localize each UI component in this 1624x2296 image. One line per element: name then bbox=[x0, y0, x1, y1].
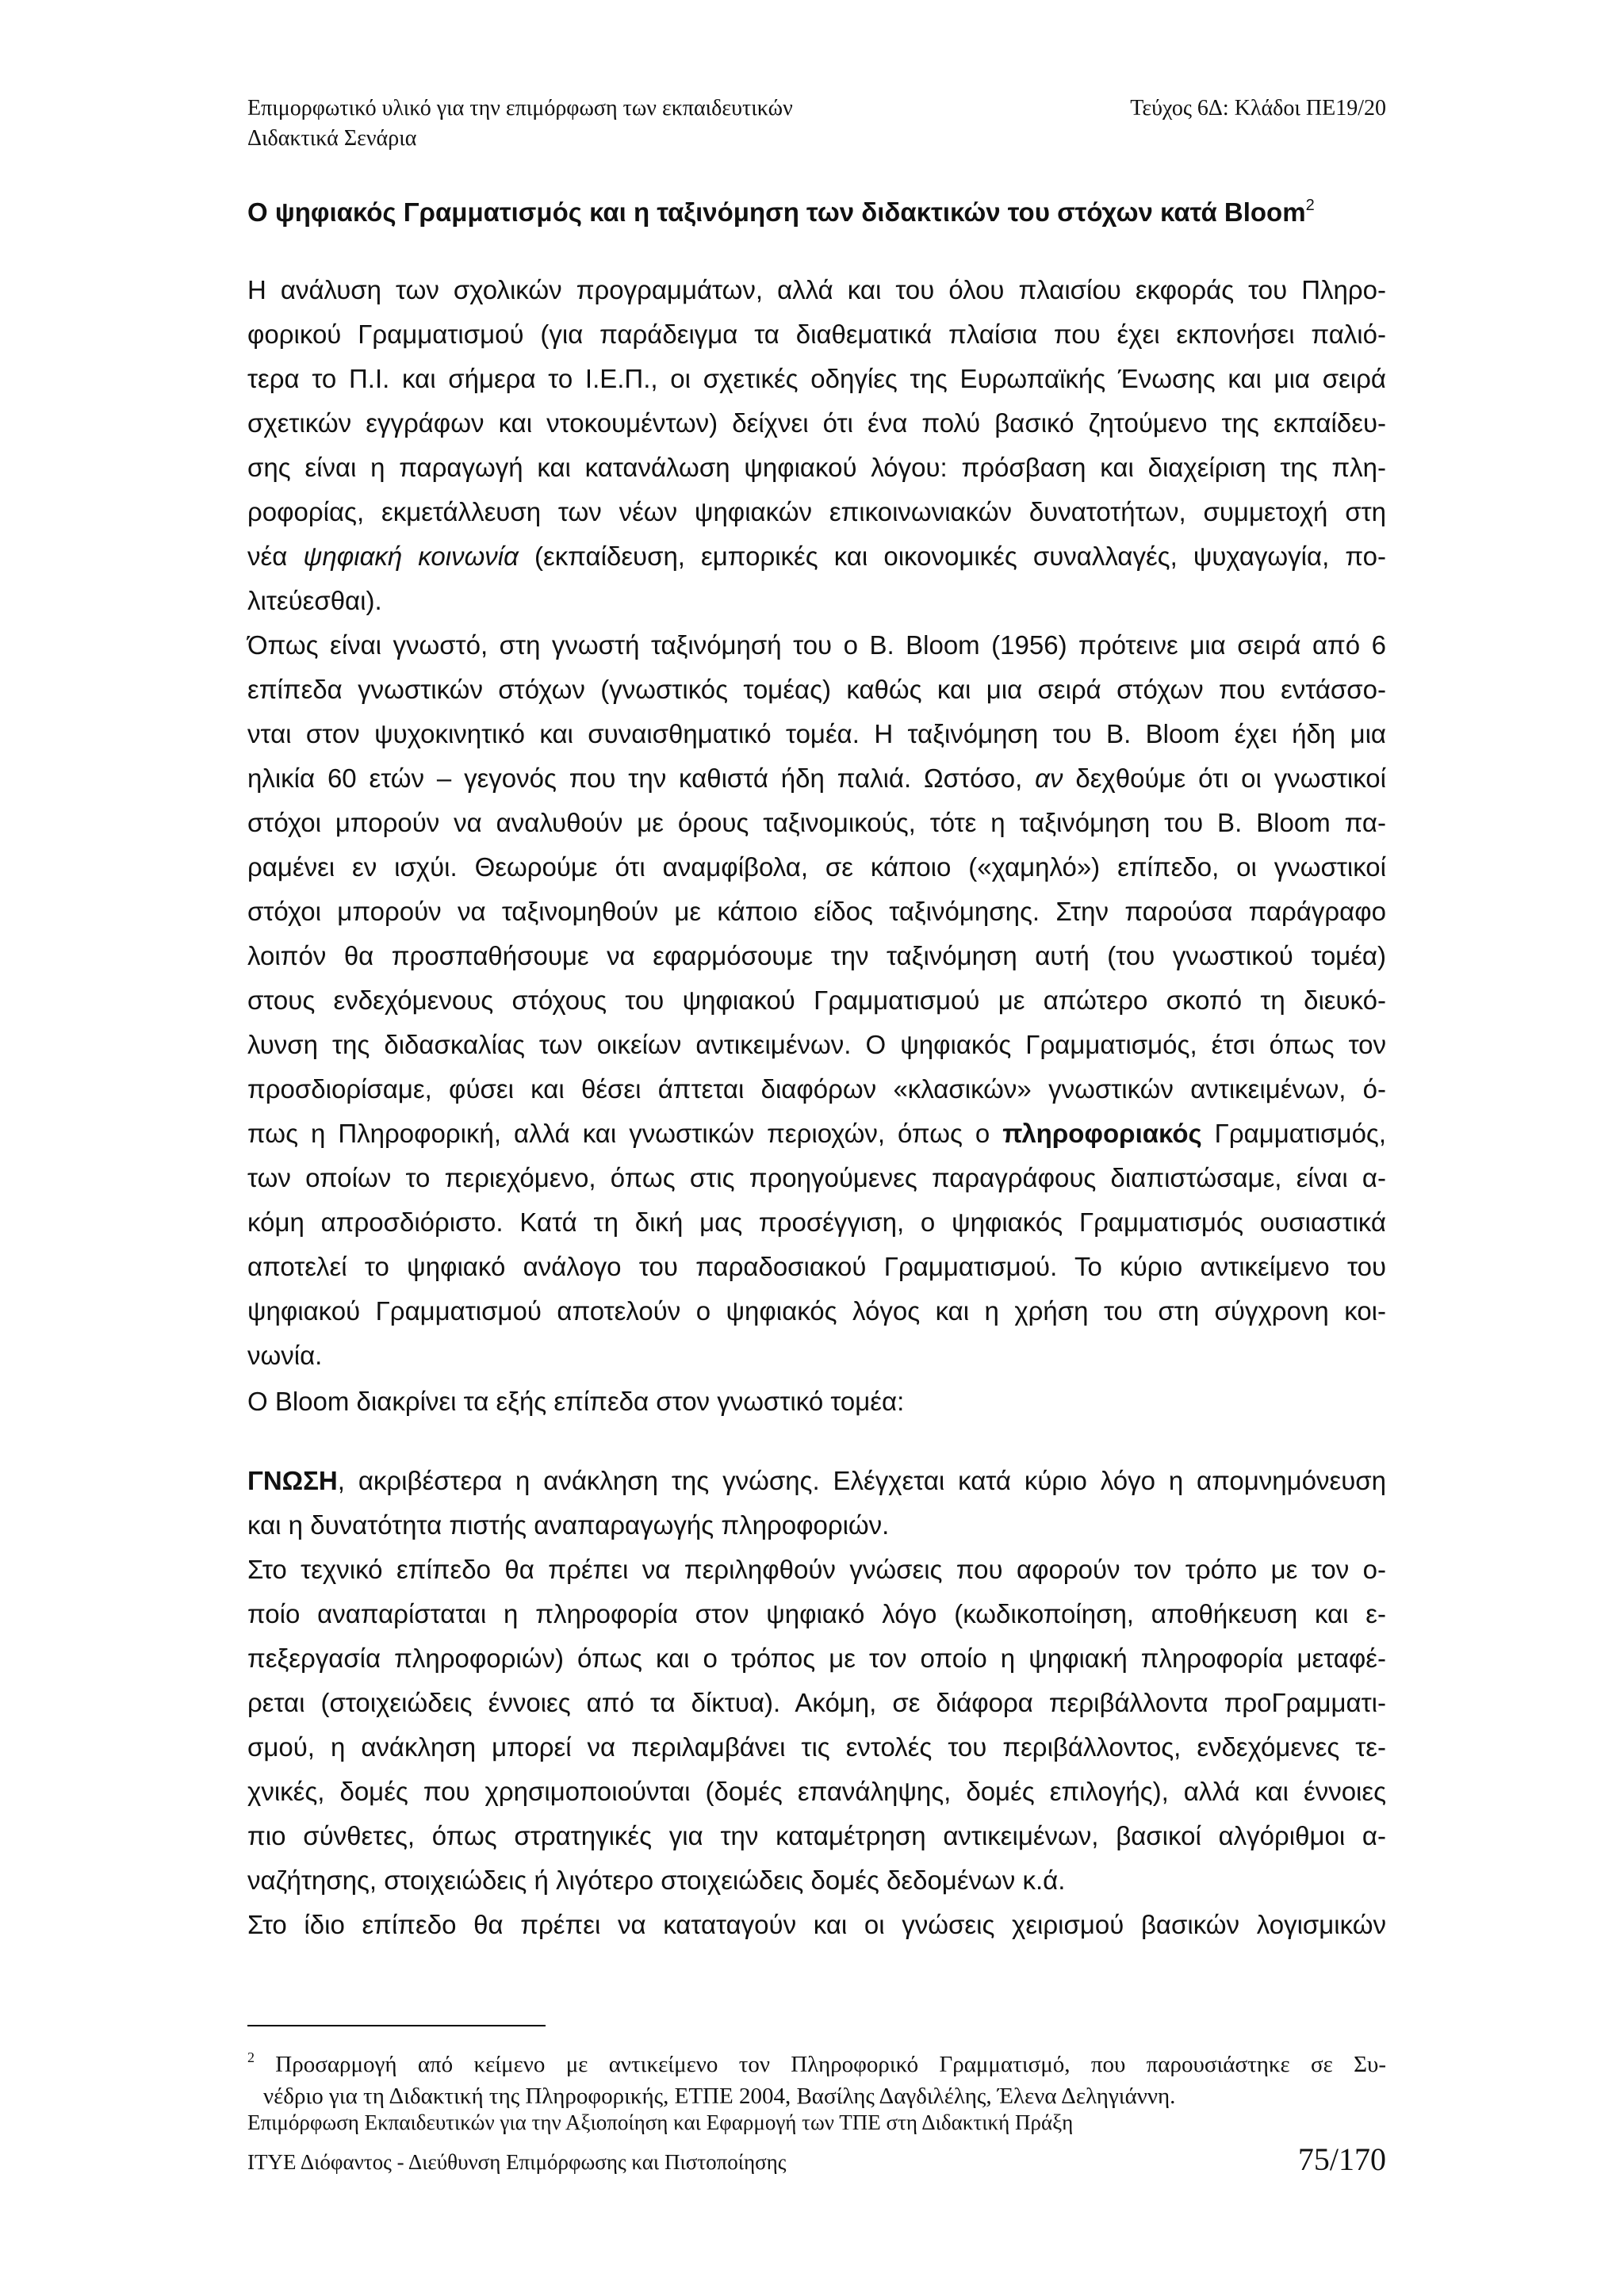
header-series-title: Επιμορφωτικό υλικό για την επιμόρφωση των εκπαιδευτικών bbox=[247, 96, 793, 121]
paragraph-knowledge-level bbox=[247, 1459, 1386, 1947]
text-segment: Γραμματισμός, bbox=[1201, 1119, 1386, 1148]
text-line: χνικές, δομές που χρησιμοποιούνται (δομές επανάληψης, δομές επιλογής), αλλά και έννοιες bbox=[247, 1777, 1386, 1806]
italic-term: αν bbox=[1035, 763, 1063, 793]
paragraph-levels-intro bbox=[247, 1380, 1386, 1424]
text-segment: ηλικία 60 ετών – γεγονός που την καθιστά ήδη παλιά. Ωστόσο, bbox=[247, 763, 1036, 793]
text-line: νωνία. bbox=[247, 1341, 323, 1370]
page-number: 75/170 bbox=[1297, 2141, 1386, 2177]
header-subtitle: Διδακτικά Σενάρια bbox=[247, 126, 417, 151]
footnote bbox=[247, 2042, 1386, 2112]
text-line: λοιπόν θα προσπαθήσουμε να εφαρμόσουμε την ταξινόμηση αυτή (του γνωστικού τομέα) bbox=[247, 941, 1386, 970]
footnote-line bbox=[247, 2042, 1386, 2080]
text-line: και η δυνατότητα πιστής αναπαραγωγής πληροφοριών. bbox=[247, 1510, 890, 1540]
footer-organization: ΙΤΥΕ Διόφαντος - Διεύθυνση Επιμόρφωσης και Πιστοποίησης bbox=[247, 2150, 787, 2174]
text-line: Στο ίδιο επίπεδο θα πρέπει να καταταγούν και οι γνώσεις χειρισμού βασικών λογισμικών bbox=[247, 1910, 1386, 1939]
paragraph-bloom-taxonomy bbox=[247, 623, 1386, 1378]
bold-term: ΓΝΩΣΗ bbox=[247, 1466, 338, 1495]
text-line: Όπως είναι γνωστό, στη γνωστή ταξινόμησή του ο B. Bloom (1956) πρότεινε μια σειρά από 6 bbox=[247, 630, 1386, 660]
text-line: ποίο αναπαρίσταται η πληροφορία στον ψηφιακό λόγο (κωδικοποίηση, αποθήκευση και ε- bbox=[247, 1599, 1386, 1628]
text-line: ψηφιακού Γραμματισμού αποτελούν ο ψηφιακός λόγος και η χρήση του στη σύγχρονη κοι- bbox=[247, 1296, 1386, 1326]
text-line: λυνση της διδασκαλίας των οικείων αντικειμένων. Ο ψηφιακός Γραμματισμός, έτσι όπως τον bbox=[247, 1030, 1386, 1059]
text-line: Στο τεχνικό επίπεδο θα πρέπει να περιληφθούν γνώσεις που αφορούν τον τρόπο με τον ο- bbox=[247, 1555, 1386, 1584]
text-line: νται στον ψυχοκινητικό και συναισθηματικό τομέα. Η ταξινόμηση του B. Bloom έχει ήδη μια bbox=[247, 719, 1386, 748]
text-line: σχετικών εγγράφων και ντοκουμέντων) δείχνει ότι ένα πολύ βασικό ζητούμενο της εκπαίδευ- bbox=[247, 408, 1386, 438]
text-segment: (εκπαίδευση, εμπορικές και οικονομικές συναλλαγές, ψυχαγωγία, πο- bbox=[518, 541, 1386, 571]
text-line: ραμένει εν ισχύι. Θεωρούμε ότι αναμφίβολα, σε κάποιο («χαμηλό») επίπεδο, οι γνωστικοί bbox=[247, 852, 1386, 882]
text-segment: , ακριβέστερα η ανάκληση της γνώσης. Ελέγχεται κατά κύριο λόγο η απομνημόνευση bbox=[337, 1466, 1386, 1495]
footnote-ref: 2 bbox=[1305, 197, 1315, 214]
text-line: Ο Bloom διακρίνει τα εξής επίπεδα στον γνωστικό τομέα: bbox=[247, 1387, 905, 1416]
text-line: σης είναι η παραγωγή και κατανάλωση ψηφιακού λόγου: πρόσβαση και διαχείριση της πλη- bbox=[247, 453, 1386, 482]
section-title-text: Ο ψηφιακός Γραμματισμός και η ταξινόμηση των διδακτικών του στόχων κατά Bloom bbox=[247, 197, 1306, 227]
text-segment: δεχθούμε ότι οι γνωστικοί bbox=[1063, 763, 1386, 793]
text-line: ναζήτησης, στοιχειώδεις ή λιγότερο στοιχειώδεις δομές δεδομένων κ.ά. bbox=[247, 1866, 1066, 1895]
text-line: ροφορίας, εκμετάλλευση των νέων ψηφιακών επικοινωνιακών δυνατοτήτων, συμμετοχή στη bbox=[247, 497, 1386, 526]
header-volume: Τεύχος 6Δ: Κλάδοι ΠΕ19/20 bbox=[1130, 96, 1386, 121]
text-line: Η ανάλυση των σχολικών προγραμμάτων, αλλά και του όλου πλαισίου εκφοράς του Πληρο- bbox=[247, 275, 1386, 304]
text-line: κόμη απροσδιόριστο. Κατά τη δική μας προσέγγιση, ο ψηφιακός Γραμματισμός ουσιαστικά bbox=[247, 1207, 1386, 1237]
text-line: στόχοι μπορούν να αναλυθούν με όρους ταξινομικούς, τότε η ταξινόμηση του B. Bloom πα- bbox=[247, 808, 1386, 837]
text-line: των οποίων το περιεχόμενο, όπως στις προηγούμενες παραγράφους διαπιστώσαμε, είναι α- bbox=[247, 1163, 1386, 1192]
text-segment: πως η Πληροφορική, αλλά και γνωστικών περιοχών, όπως ο bbox=[247, 1119, 1003, 1148]
text-line: λιτεύεσθαι). bbox=[247, 586, 382, 615]
text-line: πεξεργασία πληροφοριών) όπως και ο τρόπος με τον οποίο η ψηφιακή πληροφορία μεταφέ- bbox=[247, 1644, 1386, 1673]
text-line: επίπεδα γνωστικών στόχων (γνωστικός τομέας) καθώς και μια σειρά στόχων που εντάσσο- bbox=[247, 675, 1386, 704]
text-line: τερα το Π.Ι. και σήμερα το Ι.Ε.Π., οι σχετικές οδηγίες της Ευρωπαϊκής Ένωσης και μια σειρά bbox=[247, 364, 1386, 393]
footnote-divider bbox=[247, 2025, 546, 2026]
footer-line-2 bbox=[247, 2141, 1386, 2177]
text-segment: Προσαρμογή από κείμενο με αντικείμενο τον Πληροφορικό Γραμματισμό, που παρουσιάστηκε σε Συ- bbox=[255, 2052, 1386, 2077]
text-segment: νέα bbox=[247, 541, 304, 571]
footer-line-1: Επιμόρφωση Εκπαιδευτικών για την Αξιοποίηση και Εφαρμογή των ΤΠΕ στη Διδακτική Πράξη bbox=[247, 2110, 1074, 2134]
text-line: προσδιορίσαμε, φύσει και θέσει άπτεται διαφόρων «κλασικών» γνωστικών αντικειμένων, ό- bbox=[247, 1074, 1386, 1104]
bold-term: πληροφοριακός bbox=[1002, 1119, 1202, 1148]
section-title bbox=[247, 197, 1315, 228]
text-line bbox=[247, 534, 1386, 579]
text-line: στόχοι μπορούν να ταξινομηθούν με κάποιο είδος ταξινόμησης. Στην παρούσα παράγραφο bbox=[247, 897, 1386, 926]
text-line bbox=[247, 1459, 1386, 1503]
text-line: σμού, η ανάκληση μπορεί να περιλαμβάνει τις εντολές του περιβάλλοντος, ενδεχόμενες τε- bbox=[247, 1732, 1386, 1762]
text-line: αποτελεί το ψηφιακό ανάλογο του παραδοσιακού Γραμματισμού. Το κύριο αντικείμενο του bbox=[247, 1252, 1386, 1281]
text-line: στους ενδεχόμενους στόχους του ψηφιακού Γραμματισμού με απώτερο σκοπό τη διευκό- bbox=[247, 985, 1386, 1015]
text-line: ρεται (στοιχειώδεις έννοιες από τα δίκτυα). Ακόμη, σε διάφορα περιβάλλοντα προΓραμματι- bbox=[247, 1688, 1386, 1717]
text-line: φορικού Γραμματισμού (για παράδειγμα τα διαθεματικά πλαίσια που έχει εκπονήσει παλιό- bbox=[247, 320, 1386, 349]
text-line: πιο σύνθετες, όπως στρατηγικές για την καταμέτρηση αντικειμένων, βασικοί αλγόριθμοι α- bbox=[247, 1821, 1386, 1850]
footnote-line: νέδριο για τη Διδακτική της Πληροφορικής, ΕΤΠΕ 2004, Βασίλης Δαγδιλέλης, Έλενα Δεληγιάννη. bbox=[263, 2084, 1176, 2109]
footnote-number: 2 bbox=[247, 2049, 255, 2065]
text-line bbox=[247, 756, 1386, 801]
text-line bbox=[247, 1112, 1386, 1156]
paragraph-intro bbox=[247, 268, 1386, 623]
italic-term: ψηφιακή κοινωνία bbox=[303, 541, 519, 571]
